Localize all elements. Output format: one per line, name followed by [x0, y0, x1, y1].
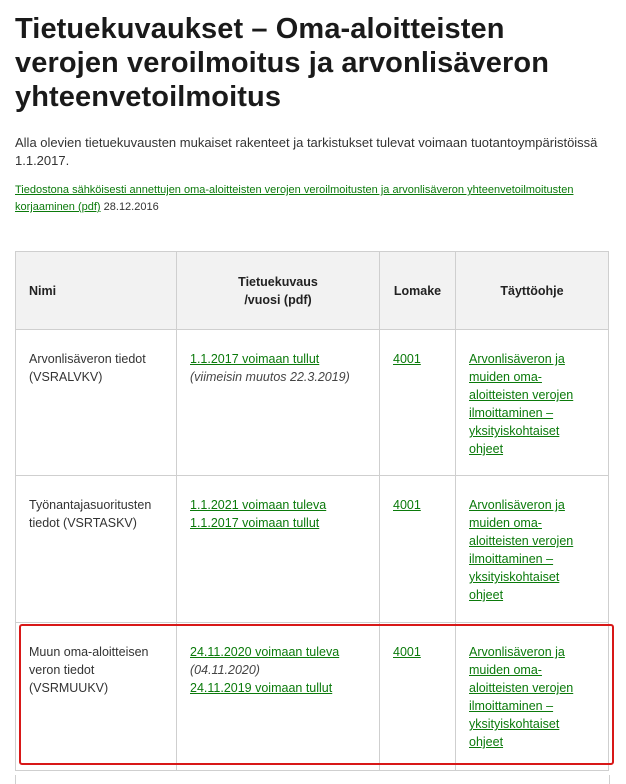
description-pdf-link-secondary[interactable]: 24.11.2019 voimaan tullut	[190, 681, 333, 695]
row-description-cell	[177, 476, 380, 623]
form-link[interactable]: 4001	[393, 352, 421, 366]
header-guide: Täyttöohje	[456, 252, 609, 330]
description-note: (04.11.2020)	[190, 663, 260, 677]
description-pdf-link[interactable]: 24.11.2020 voimaan tuleva	[190, 645, 340, 659]
intro-text: Alla olevien tietuekuvausten mukaiset rakenteet ja tarkistukset tulevat voimaan tuotantoympäristöissä 1.1.2017.	[15, 135, 598, 168]
row-form-cell	[380, 330, 456, 476]
guide-link[interactable]: Arvonlisäveron ja muiden oma-aloitteisten verojen ilmoittaminen – yksityiskohtaiset ohjeet	[469, 645, 574, 749]
table-row	[16, 476, 609, 623]
row-guide-cell	[456, 623, 609, 771]
row-name-cell	[16, 476, 177, 623]
table-row	[16, 623, 609, 771]
row-name: Arvonlisäveron tiedot (VSRALVKV)	[29, 352, 146, 384]
header-description-line1: Tietuekuvaus	[238, 274, 318, 289]
header-description-line2: /vuosi (pdf)	[244, 292, 312, 307]
description-pdf-link[interactable]: 1.1.2017 voimaan tullut	[190, 352, 320, 366]
table-continuation	[15, 775, 610, 784]
row-name: Muun oma-aloitteisen veron tiedot (VSRMUUKV)	[29, 645, 149, 695]
header-description	[177, 252, 380, 330]
description-note: (viimeisin muutos 22.3.2019)	[190, 370, 350, 384]
row-description-cell	[177, 330, 380, 476]
description-pdf-link-secondary[interactable]: 1.1.2017 voimaan tullut	[190, 516, 320, 530]
table-header-row	[16, 252, 609, 330]
description-pdf-link[interactable]: 1.1.2021 voimaan tuleva	[190, 498, 327, 512]
form-link[interactable]: 4001	[393, 645, 421, 659]
correction-paragraph	[15, 182, 610, 216]
header-form: Lomake	[380, 252, 456, 330]
row-description-cell	[177, 623, 380, 771]
row-form-cell	[380, 476, 456, 623]
form-link[interactable]: 4001	[393, 498, 421, 512]
row-name: Työnantajasuoritusten tiedot (VSRTASKV)	[29, 498, 152, 530]
correction-date: 28.12.2016	[100, 201, 159, 213]
guide-link[interactable]: Arvonlisäveron ja muiden oma-aloitteisten verojen ilmoittaminen – yksityiskohtaiset ohjeet	[469, 498, 574, 602]
row-guide-cell	[456, 330, 609, 476]
row-form-cell	[380, 623, 456, 771]
table-row	[16, 330, 609, 476]
row-name-cell	[16, 623, 177, 771]
correction-pdf-link[interactable]: Tiedostona sähköisesti annettujen oma-aloitteisten verojen veroilmoitusten ja arvonlisäveron yhteenvetoilmoitusten korjaaminen (pdf)	[15, 184, 574, 213]
record-descriptions-table	[15, 251, 609, 771]
page-title: Tietuekuvaukset – Oma-aloitteisten verojen veroilmoitus ja arvonlisäveron yhteenvetoilmoitus	[15, 13, 550, 113]
guide-link[interactable]: Arvonlisäveron ja muiden oma-aloitteisten verojen ilmoittaminen – yksityiskohtaiset ohjeet	[469, 352, 574, 456]
row-name-cell	[16, 330, 177, 476]
header-name: Nimi	[16, 252, 177, 330]
row-guide-cell	[456, 476, 609, 623]
